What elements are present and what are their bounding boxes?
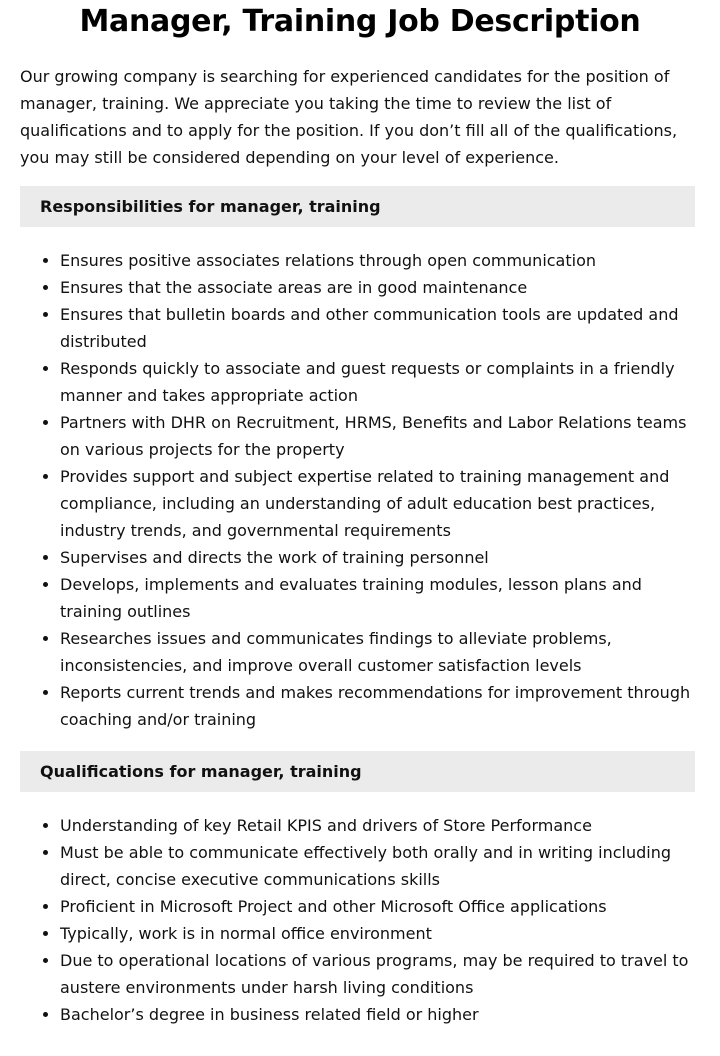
list-item: • Reports current trends and makes recommendations for improvement through coaching and/or training (60, 679, 700, 733)
list-item: • Must be able to communicate effectively both orally and in writing including direct, concise executive communications skills (60, 839, 700, 893)
qualifications-list (0, 812, 700, 1028)
list-item: • Ensures positive associates relations through open communication (60, 247, 700, 274)
list-item: • Partners with DHR on Recruitment, HRMS, Benefits and Labor Relations teams on various projects for the property (60, 409, 700, 463)
qualifications-heading: Qualifications for manager, training (20, 751, 695, 792)
list-item: • Ensures that bulletin boards and other communication tools are updated and distributed (60, 301, 700, 355)
list-item: • Provides support and subject expertise related to training management and compliance, including an understanding of adult education best practices, industry trends, and governmental requirements (60, 463, 700, 544)
intro-paragraph: Our growing company is searching for experienced candidates for the position of manager, training. We appreciate you taking the time to review the list of qualifications and to apply for the position. If you don’t fill all of the qualifications, you may still be considered depending on your level of experience. (20, 67, 678, 167)
list-item: • Ensures that the associate areas are in good maintenance (60, 274, 700, 301)
list-item: • Responds quickly to associate and guest requests or complaints in a friendly manner and takes appropriate action (60, 355, 700, 409)
list-item: • Typically, work is in normal office environment (60, 920, 700, 947)
list-item: • Researches issues and communicates findings to alleviate problems, inconsistencies, and improve overall customer satisfaction levels (60, 625, 700, 679)
page-title: Manager, Training Job Description (79, 4, 641, 39)
responsibilities-heading: Responsibilities for manager, training (20, 186, 695, 227)
list-item: • Understanding of key Retail KPIS and drivers of Store Performance (60, 812, 700, 839)
list-item: • Develops, implements and evaluates training modules, lesson plans and training outlines (60, 571, 700, 625)
responsibilities-list (0, 247, 700, 733)
list-item: • Bachelor’s degree in business related field or higher (60, 1001, 700, 1028)
list-item: • Proficient in Microsoft Project and other Microsoft Office applications (60, 893, 700, 920)
list-item: • Supervises and directs the work of training personnel (60, 544, 700, 571)
list-item: • Due to operational locations of various programs, may be required to travel to austere environments under harsh living conditions (60, 947, 700, 1001)
